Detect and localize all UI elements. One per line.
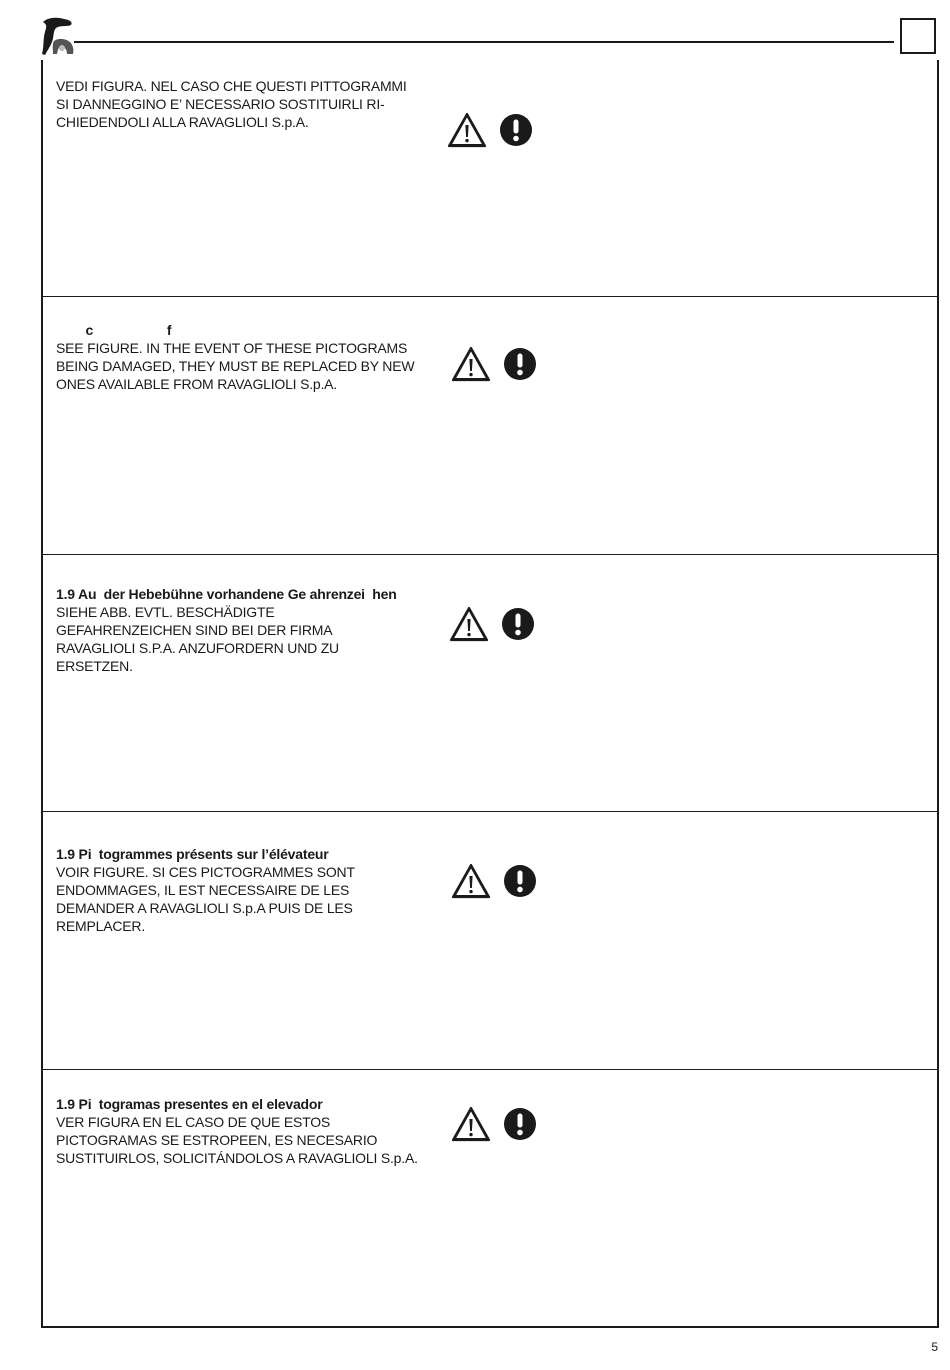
section-body: VER FIGURA EN EL CASO DE QUE ESTOS PICTOGRAMAS SE ESTROPEEN, ES NECESARIO SUSTITUIRLOS, SOLICITÁNDOLOS A RAVAGLIOLI S.p.A. bbox=[56, 1114, 418, 1166]
section-english bbox=[43, 297, 937, 554]
mandatory-exclamation-icon bbox=[503, 1107, 537, 1141]
warning-triangle-icon bbox=[447, 112, 487, 148]
section-text bbox=[56, 585, 456, 675]
section-text bbox=[56, 321, 440, 393]
pictogram-group bbox=[449, 606, 535, 642]
content-frame bbox=[41, 60, 939, 1328]
section-spanish bbox=[43, 1070, 937, 1326]
section-text bbox=[56, 77, 436, 131]
pictogram-group bbox=[451, 1106, 537, 1142]
section-german bbox=[43, 555, 937, 811]
section-text bbox=[56, 1095, 456, 1167]
pictogram-group bbox=[447, 112, 533, 148]
page-number: 5 bbox=[931, 1340, 938, 1354]
section-body: VEDI FIGURA. NEL CASO CHE QUESTI PITTOGRAMMI SI DANNEGGINO E’ NECESSARIO SOSTITUIRLI RI- CHIEDENDOLI ALLA RAVAGLIOLI S.p.A. bbox=[56, 78, 407, 130]
warning-triangle-icon bbox=[449, 606, 489, 642]
mandatory-exclamation-icon bbox=[501, 607, 535, 641]
mandatory-exclamation-icon bbox=[499, 113, 533, 147]
warning-triangle-icon bbox=[451, 346, 491, 382]
section-heading: 1.9 Au der Hebebühne vorhandene Ge ahrenzei hen bbox=[56, 586, 397, 602]
warning-triangle-icon bbox=[451, 1106, 491, 1142]
section-body: VOIR FIGURE. SI CES PICTOGRAMMES SONT ENDOMMAGES, IL EST NECESSAIRE DE LES DEMANDER A RAVAGLIOLI S.p.A PUIS DE LES REMPLACER. bbox=[56, 864, 355, 934]
pictogram-group bbox=[451, 863, 537, 899]
section-body: SEE FIGURE. IN THE EVENT OF THESE PICTOGRAMS BEING DAMAGED, THEY MUST BE REPLACED BY NEW ONES AVAILABLE FROM RAVAGLIOLI S.p.A. bbox=[56, 340, 415, 392]
section-italian bbox=[43, 60, 937, 296]
section-french bbox=[43, 812, 937, 1069]
section-heading: 1.9 Pi togrammes présents sur l’élévateur bbox=[56, 846, 329, 862]
section-text bbox=[56, 845, 436, 935]
pictogram-group bbox=[451, 346, 537, 382]
section-heading: c f bbox=[56, 322, 172, 338]
section-body: SIEHE ABB. EVTL. BESCHÄDIGTE GEFAHRENZEICHEN SIND BEI DER FIRMA RAVAGLIOLI S.P.A. ANZUFORDERN UND ZU ERSETZEN. bbox=[56, 604, 339, 674]
header-rule bbox=[74, 41, 894, 43]
brand-logo bbox=[40, 16, 78, 56]
mandatory-exclamation-icon bbox=[503, 347, 537, 381]
section-heading: 1.9 Pi togramas presentes en el elevador bbox=[56, 1096, 323, 1112]
corner-box bbox=[900, 18, 936, 54]
warning-triangle-icon bbox=[451, 863, 491, 899]
mandatory-exclamation-icon bbox=[503, 864, 537, 898]
